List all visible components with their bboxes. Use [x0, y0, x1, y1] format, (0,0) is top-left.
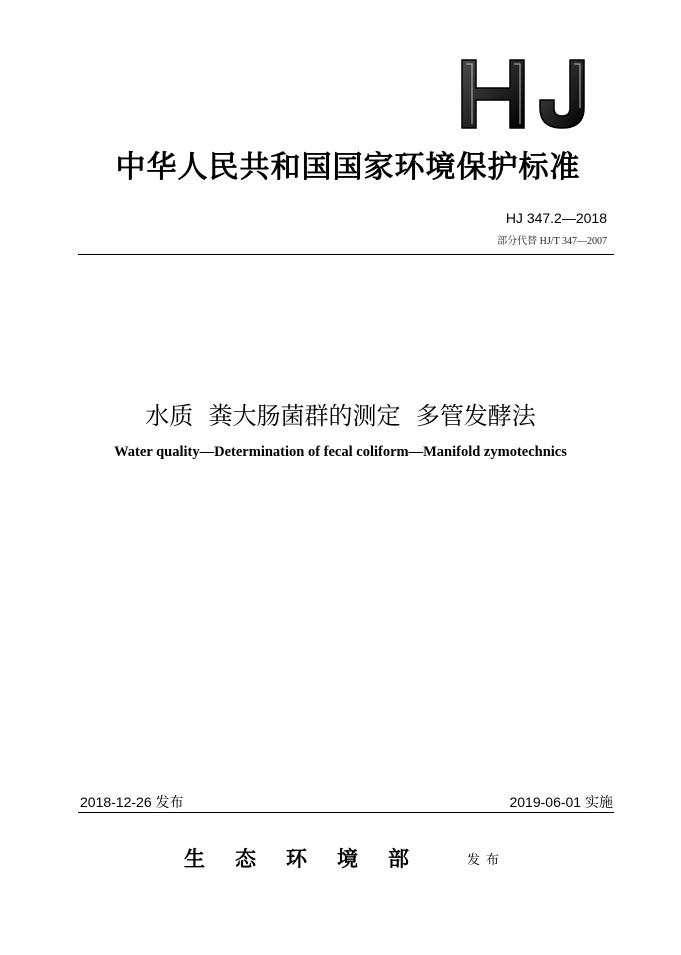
issue-date: 2018-12-26 发布	[80, 794, 184, 810]
implementation-date: 2019-06-01 实施	[509, 794, 613, 810]
replaces-note: 部分代替 HJ/T 347—2007	[497, 236, 607, 247]
issuer-name: 生态环境部	[184, 846, 439, 871]
issuer-suffix: 发布	[467, 853, 506, 868]
bottom-divider	[78, 812, 614, 813]
organization-title: 中华人民共和国国家环境保护标准	[115, 150, 581, 185]
title-chinese: 水质 粪大肠菌群的测定 多管发酵法	[145, 402, 536, 430]
standard-number: HJ 347.2—2018	[505, 210, 607, 226]
title-english: Water quality—Determination of fecal coliform—Manifold zymotechnics	[114, 444, 567, 460]
hj-logo	[458, 56, 598, 132]
top-divider	[78, 254, 614, 255]
